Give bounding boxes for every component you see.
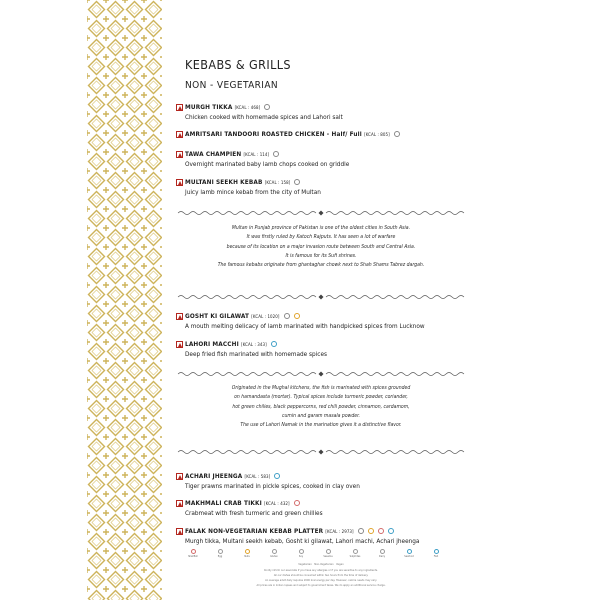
allergen-gluten-icon xyxy=(394,131,400,137)
item-description: A mouth melting delicacy of lamb marinated with handpicked spices from Lucknow xyxy=(185,321,425,330)
non-veg-icon xyxy=(176,528,183,535)
section-title: KEBABS & GRILLS xyxy=(185,57,291,72)
ornamental-divider xyxy=(176,294,466,300)
non-veg-icon xyxy=(176,131,183,138)
item-name: FALAK NON-VEGETARIAN KEBAB PLATTER xyxy=(185,527,324,535)
seafood-icon xyxy=(407,549,412,554)
allergen-fish-icon xyxy=(388,528,394,534)
item-description: Overnight marinated baby lamb chops cooked on griddle xyxy=(185,159,350,168)
item-name: MURGH TIKKA xyxy=(185,103,233,111)
item-kcal: [KCAL : 343] xyxy=(241,343,267,348)
fine-print: Kindly inform our associate if you have any allergies or if you are sensitive to any ingredients. All our dishes should be consumed within two hours from the time of delivery. An average adult daily requires 2000 kcal energy per day. However, calorie needs may vary. All prices are in Indian rupees and subject to government taxes. We do apply an additional service charge. xyxy=(256,568,386,587)
decorative-lattice-pattern xyxy=(87,0,162,600)
menu-content: KEBABS & GRILLS NON - VEGETARIAN MURGH TIKKA [KCAL : 468] Chicken cooked with homemade spices and Lahori salt AMRITSARI TANDOORI ROASTED CHICKEN - Half/ Full [KCAL : 805] TAWA CHAMPIEN [KCAL : 114] Overnight marinated baby lamb chops cooked on griddle MULTANI SEEKH KEBAB [KCAL : 158] Juicy lamb mince kebab from the city of Multan Multan in Punjab province of Pakistan is one of the oldest cities in South Asia. It was firstly ruled by Katoch Rajputs. It has seen a lot of warfare because of its location on a major invasion route between South and Central Asia. It is famous for its Sufi shrines. The famous kebabs originate from ghantaghar chowk next to Shah Shams Tabrez dargah. GOSHT KI GILAWAT [KCAL : 1020] A mouth melting delicacy of lamb marinated with handpicked spices from Lucknow LAHORI MACCHI [KCAL : 343] Deep fried fish marinated with homemade spices Originated in the Mughal kitchens, the fish is marinated with spices grounded on hamandasta (mortar). Typical spices include turmeric powder, coriander, hot green chilies, black peppercorns, red chili powder, cinnamon, cardamom, cumin and garam masala powder. The use of Lahori Namak in the marination gives it a distinctive flavor. ACHARI JHEENGA [KCAL : 583] Tiger prawns marinated in pickle spices, cooked in clay oven MAKHMALI CRAB TIKKI [KCAL : 432] Crabmeat with fresh turmeric and green chillies FALAK NON-VEGETARIAN KEBAB PLATTER [KCAL : 2973] Murgh tikka, Multani seekh kebab, Gosht ki gilawat, Lahori machi, Achari jheenga Shellfish Egg Nuts Gluten Soy Sesame Sulphites Dairy Seafood Fish Vegetarian Non-Vegetarian Vegan Kindly inform our associate if you have any allergies or if you are sensitive to any ingredients. All our dishes should be consumed within two hours from the time of delivery. An average adult daily requires 2000 kcal energy per day. However, calorie needs may vary. All prices are in Indian rupees and subject to government taxes. We do apply an additional service charge. xyxy=(176,0,466,600)
sulphites-icon xyxy=(353,549,358,554)
item-name: MAKHMALI CRAB TIKKI xyxy=(185,499,262,507)
item-name: MULTANI SEEKH KEBAB xyxy=(185,178,263,186)
diet-legend: Vegetarian Non-Vegetarian Vegan xyxy=(298,562,344,566)
non-veg-icon xyxy=(176,151,183,158)
allergen-shellfish-icon xyxy=(378,528,384,534)
allergen-gluten-icon xyxy=(284,313,290,319)
story-lahori-macchi: Originated in the Mughal kitchens, the fish is marinated with spices grounded on hamandasta (mortar). Typical spices include turmeric powder, coriander, hot green chilies, black peppercorns, red chili powder, cinnamon, cardamom, cumin and garam masala powder. The use of Lahori Namak in the marination gives it a distinctive flavor. xyxy=(231,385,411,429)
item-kcal: [KCAL : 583] xyxy=(244,475,271,480)
item-description: Juicy lamb mince kebab from the city of Multan xyxy=(185,187,321,196)
item-kcal: [KCAL : 1020] xyxy=(251,315,280,320)
allergen-fish-icon xyxy=(271,341,277,347)
non-veg-icon xyxy=(176,473,183,480)
allergen-gluten-icon xyxy=(294,179,300,185)
fish-icon xyxy=(434,549,439,554)
gluten-icon xyxy=(272,549,277,554)
item-kcal: [KCAL : 432] xyxy=(264,502,290,507)
item-name: AMRITSARI TANDOORI ROASTED CHICKEN - Half/ Full xyxy=(185,130,362,138)
item-name: LAHORI MACCHI xyxy=(185,340,239,348)
item-kcal: [KCAL : 805] xyxy=(364,133,390,138)
story-multan: Multan in Punjab province of Pakistan is one of the oldest cities in South Asia. It was firstly ruled by Katoch Rajputs. It has seen a lot of warfare because of its location on a major invasion route between South and Central Asia. It is famous for its Sufi shrines. The famous kebabs originate from ghantaghar chowk next to Shah Shams Tabrez dargah. xyxy=(217,225,425,269)
item-description: Murgh tikka, Multani seekh kebab, Gosht ki gilawat, Lahori machi, Achari jheenga xyxy=(185,536,420,545)
allergen-shellfish-icon xyxy=(294,500,300,506)
egg-icon xyxy=(218,549,223,554)
allergen-shellfish-icon xyxy=(274,473,280,479)
non-veg-icon xyxy=(176,341,183,348)
ornamental-divider xyxy=(176,449,466,455)
allergen-gluten-icon xyxy=(358,528,364,534)
allergen-gluten-icon xyxy=(264,104,270,110)
non-veg-icon xyxy=(176,179,183,186)
item-description: Chicken cooked with homemade spices and Lahori salt xyxy=(185,112,343,121)
non-veg-icon xyxy=(176,104,183,111)
shellfish-icon xyxy=(191,549,196,554)
dairy-icon xyxy=(380,549,385,554)
ornamental-divider xyxy=(176,371,466,377)
soy-icon xyxy=(299,549,304,554)
item-description: Tiger prawns marinated in pickle spices, cooked in clay oven xyxy=(185,481,360,490)
item-kcal: [KCAL : 2973] xyxy=(325,530,354,535)
section-subtitle: NON - VEGETARIAN xyxy=(185,80,279,91)
allergen-nuts-icon xyxy=(368,528,374,534)
nuts-icon xyxy=(245,549,250,554)
item-kcal: [KCAL : 468] xyxy=(234,106,261,111)
item-name: TAWA CHAMPIEN xyxy=(185,150,242,158)
item-kcal: [KCAL : 114] xyxy=(243,153,270,158)
allergen-gluten-icon xyxy=(273,151,279,157)
non-veg-icon xyxy=(176,500,183,507)
sesame-icon xyxy=(326,549,331,554)
item-description: Deep fried fish marinated with homemade spices xyxy=(185,349,327,358)
non-veg-icon xyxy=(176,313,183,320)
item-name: ACHARI JHEENGA xyxy=(185,472,243,480)
allergen-nuts-icon xyxy=(294,313,300,319)
item-description: Crabmeat with fresh turmeric and green chillies xyxy=(185,508,323,517)
item-kcal: [KCAL : 158] xyxy=(264,181,291,186)
ornamental-divider xyxy=(176,210,466,216)
item-name: GOSHT KI GILAWAT xyxy=(185,312,250,320)
